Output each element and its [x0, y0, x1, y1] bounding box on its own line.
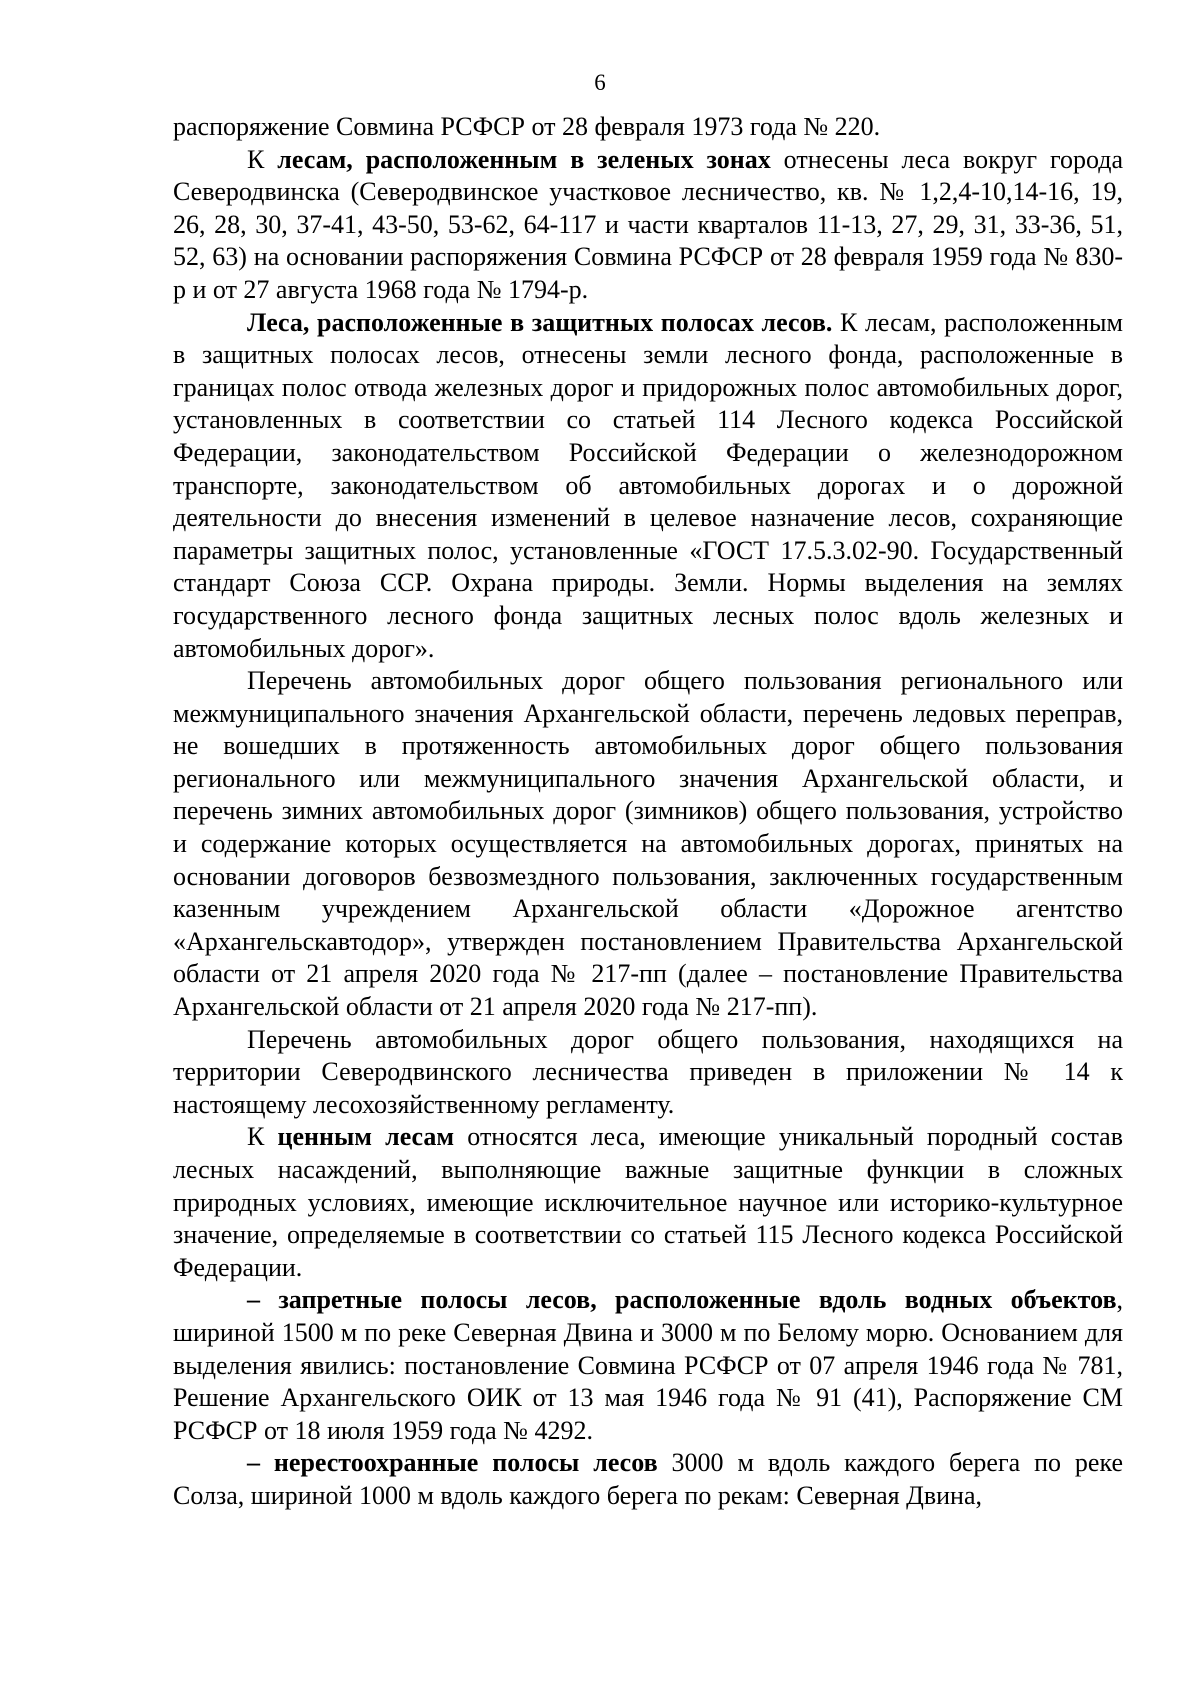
paragraph-text: распоряжение Совмина РСФСР от 28 февраля 1973 года № 220.	[173, 112, 881, 141]
paragraph-text: К лесам, расположенным в защитных полосах лесов, отнесены земли лесного фонда, расположенные в границах полос отвода железных дорог и придорожных полос автомобильных дорог, установленных в соответствии со статьей 114 Лесного кодекса Российской Федерации, законодательством Российской Федерации о железнодорожном транспорте, законодательством об автомобильных дорогах и о дорожной деятельности до внесения изменений в целевое назначение лесов, сохраняющие параметры защитных полос, установленные «ГОСТ 17.5.3.02-90. Государственный стандарт Союза ССР. Охрана природы. Земли. Нормы выделения на землях государственного лесного фонда защитных лесных полос вдоль железных и автомобильных дорог».	[173, 307, 1123, 663]
bold-term: лесам, расположенным в зеленых зонах	[277, 144, 771, 174]
paragraph-road-list	[173, 665, 1123, 1024]
paragraph-text: Перечень автомобильных дорог общего пользования, находящихся на территории Северодвинского лесничества приведен в приложении № 14 к настоящему лесохозяйственному регламенту.	[173, 1024, 1123, 1119]
list-item-prohibited-strips	[173, 1284, 1123, 1447]
list-item-spawning-strips	[173, 1447, 1123, 1512]
paragraph-text: , шириной 1500 м по реке Северная Двина и 3000 м по Белому морю. Основанием для выделения явились: постановление Совмина РСФСР от 07 апреля 1946 года № 781, Решение Архангельского ОИК от 13 мая 1946 года № 91 (41), Распоряжение СМ РСФСР от 18 июля 1959 года № 4292.	[173, 1285, 1123, 1445]
paragraph-protective-strips	[173, 307, 1123, 666]
paragraph-text: К	[247, 144, 278, 174]
bold-term: Леса, расположенные в защитных полосах лесов.	[247, 307, 833, 337]
paragraph-green-zones	[173, 144, 1123, 307]
paragraph-valuable-forests	[173, 1121, 1123, 1284]
paragraph-text: 3000 м вдоль каждого берега по реке Солза, шириной 1000 м вдоль каждого берега по рекам: Северная Двина,	[173, 1448, 1123, 1510]
paragraph-text: относятся леса, имеющие уникальный породный состав лесных насаждений, выполняющие важные защитные функции в сложных природных условиях, имеющие исключительное научное или историко-культурное значение, определяемые в соответствии со статьей 115 Лесного кодекса Российской Федерации.	[173, 1122, 1123, 1282]
paragraph-continuation	[173, 111, 1123, 144]
document-body	[173, 111, 1123, 1513]
page-number: 6	[594, 70, 606, 95]
bold-term: – нерестоохранные полосы лесов	[247, 1448, 658, 1478]
bold-term: – запретные полосы лесов, расположенные вдоль водных объектов	[247, 1285, 1117, 1315]
paragraph-roads-in-forestry	[173, 1024, 1123, 1122]
paragraph-text: Перечень автомобильных дорог общего пользования регионального или межмуниципального значения Архангельской области, перечень ледовых переправ, не вошедших в протяженность автомобильных дорог общего пользования регионального или межмуниципального значения Архангельской области, и перечень зимних автомобильных дорог (зимников) общего пользования, устройство и содержание которых осуществляется на автомобильных дорогах, принятых на основании договоров безвозмездного пользования, заключенных государственным казенным учреждением Архангельской области «Дорожное агентство «Архангельскавтодор», утвержден постановлением Правительства Архангельской области от 21 апреля 2020 года № 217-пп (далее – постановление Правительства Архангельской области от 21 апреля 2020 года № 217-пп).	[173, 666, 1123, 1022]
bold-term: ценным лесам	[277, 1122, 455, 1152]
paragraph-text: отнесены леса вокруг города Северодвинска (Северодвинское участковое лесничество, кв. № 1,2,4-10,14-16, 19, 26, 28, 30, 37-41, 43-50, 53-62, 64-117 и части кварталов 11-13, 27, 29, 31, 33-36, 51, 52, 63) на основании распоряжения Совмина РСФСР от 28 февраля 1959 года № 830-р и от 27 августа 1968 года № 1794-р.	[173, 144, 1123, 304]
paragraph-text: К	[247, 1122, 278, 1152]
